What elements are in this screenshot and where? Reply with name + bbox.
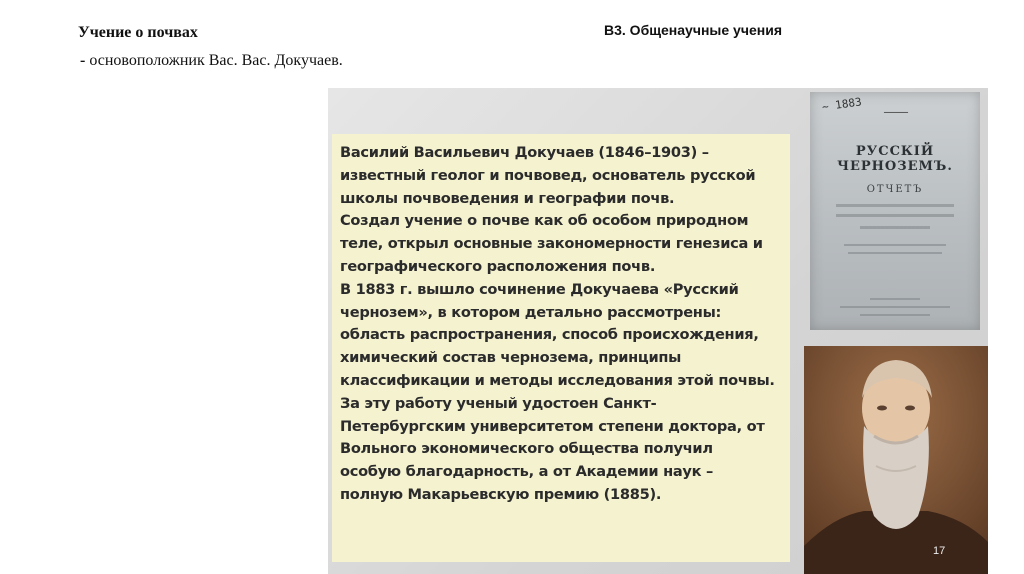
- book-text-line: [840, 306, 950, 308]
- biography-line: химический состав чернозема, принципы: [340, 349, 682, 367]
- biography-text-box: [332, 134, 790, 562]
- slide-subheading: [80, 52, 343, 70]
- book-text-line: [860, 314, 930, 316]
- biography-line: известный геолог и почвовед, основатель русской: [340, 166, 756, 184]
- book-text-line: [870, 298, 920, 300]
- book-text-line: [860, 226, 930, 229]
- book-title: РУССКІЙ ЧЕРНОЗЕМЪ.: [837, 144, 953, 174]
- biography-line: школы почвоведения и географии почв.: [340, 189, 675, 207]
- biography-line: Петербургским университетом степени доктора, от: [340, 417, 765, 435]
- biography-line: Василий Васильевич Докучаев (1846–1903) –: [340, 144, 709, 161]
- content-panel: [328, 88, 988, 574]
- biography-line: чернозем», в котором детально рассмотрены:: [340, 303, 722, 321]
- book-handwritten-mark: ~ 1883: [821, 95, 863, 114]
- book-text-line: [836, 204, 954, 207]
- book-cover-image: [810, 92, 980, 330]
- portrait-illustration: [804, 346, 988, 574]
- book-author-line: ━━━━━━━━: [883, 110, 909, 116]
- book-text-line: [844, 244, 946, 246]
- biography-line: За эту работу ученый удостоен Санкт-: [340, 394, 657, 412]
- biography-line: полную Макарьевскую премию (1885).: [340, 485, 662, 503]
- book-text-line: [848, 252, 942, 254]
- biography-line: Создал учение о почве как об особом природном: [340, 212, 749, 230]
- biography-line: географического расположения почв.: [340, 257, 656, 275]
- book-subtitle: ОТЧЕТЪ: [866, 184, 924, 195]
- section-label: В3. Общенаучные учения: [604, 22, 782, 38]
- book-text-line: [836, 214, 954, 217]
- biography-line: классификации и методы исследования этой почвы.: [340, 371, 775, 389]
- portrait-photo: [804, 346, 988, 574]
- biography-line: область распространения, способ происхождения,: [340, 326, 759, 344]
- biography-line: особую благодарность, а от Академии наук –: [340, 463, 714, 481]
- biography-line: В 1883 г. вышло сочинение Докучаева «Русский: [340, 280, 739, 298]
- biography-line: теле, открыл основные закономерности генезиса и: [340, 235, 763, 253]
- subheading-text: основоположник Вас. Вас. Докучаев.: [89, 52, 343, 69]
- page-number: 17: [933, 545, 946, 557]
- slide-heading: Учение о почвах: [78, 24, 198, 41]
- biography-line: Вольного экономического общества получил: [340, 440, 713, 458]
- subheading-dash: -: [80, 52, 86, 69]
